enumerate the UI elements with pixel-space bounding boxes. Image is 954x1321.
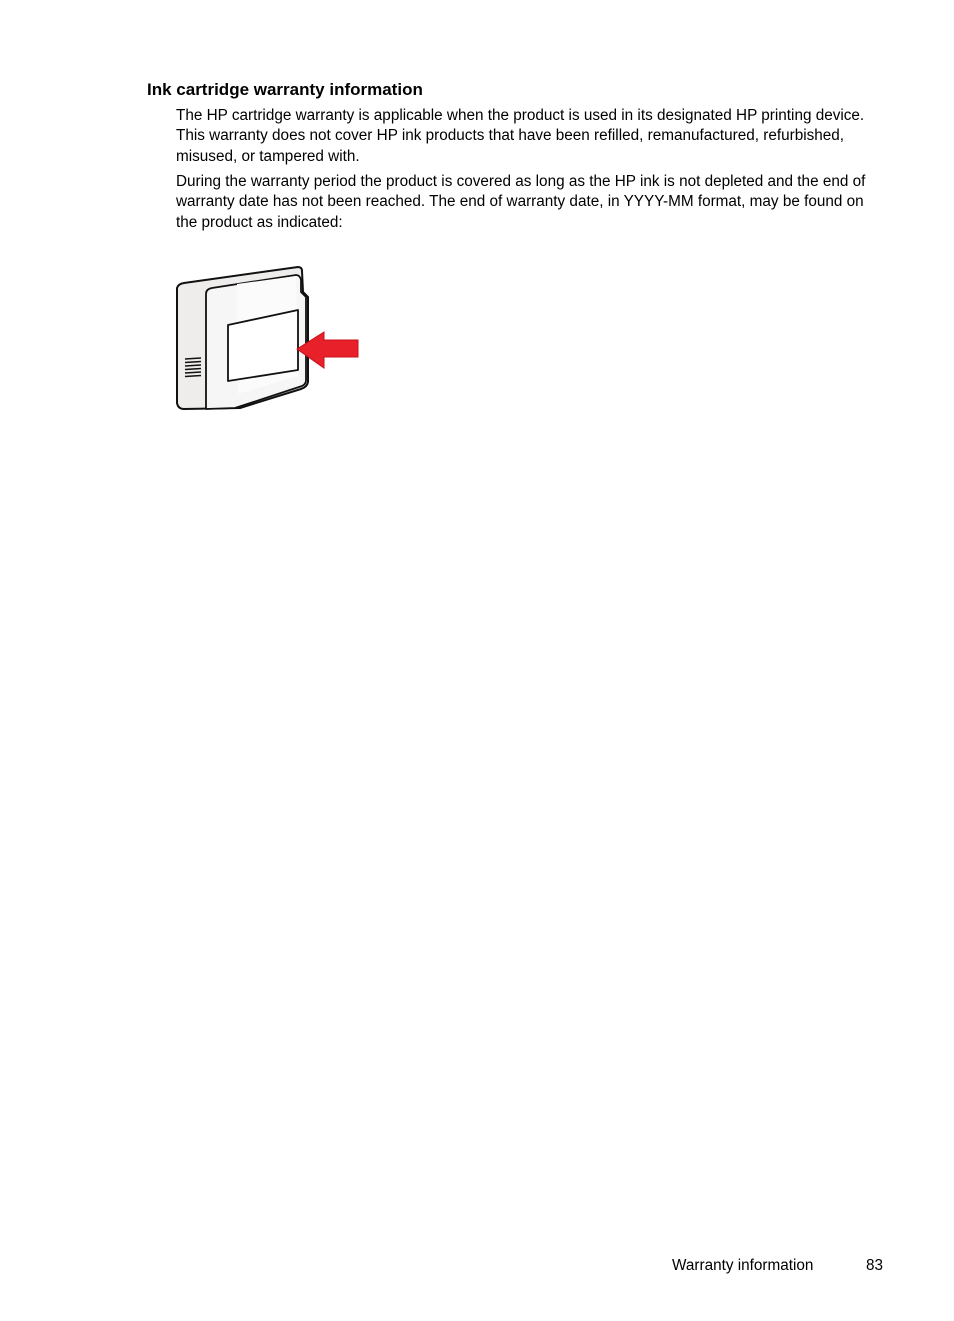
warranty-paragraph-2: During the warranty period the product is covered as long as the HP ink is not depleted and the end of warranty date has not been reached. The end of warranty date, in YYYY-MM format, may be found on the product as indicated: — [176, 173, 866, 231]
warranty-paragraph-1: The HP cartridge warranty is applicable when the product is used in its designated HP printing device. This warranty does not cover HP ink products that have been refilled, remanufactured, refurbished, misused, or tampered with. — [176, 107, 865, 165]
cartridge-illustration — [170, 262, 365, 414]
section-heading: Ink cartridge warranty information — [147, 80, 423, 99]
page-number: 83 — [866, 1257, 884, 1274]
footer-section-label: Warranty information — [672, 1257, 814, 1274]
ink-cartridge-icon — [177, 267, 308, 409]
